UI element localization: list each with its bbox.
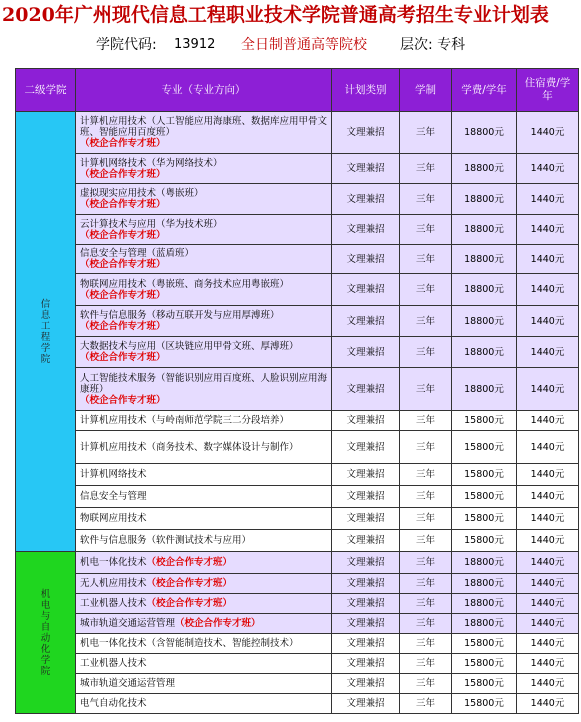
tuition-cell: 18800元 — [452, 614, 517, 634]
page-title: 2020年广州现代信息工程职业技术学院普通高考招生专业计划表 — [2, 4, 549, 26]
category-cell: 文理兼招 — [332, 594, 400, 614]
dorm-cell: 1440元 — [517, 411, 579, 431]
major-cell — [76, 368, 332, 411]
table-row — [16, 552, 579, 574]
years-cell: 三年 — [400, 614, 452, 634]
dorm-cell: 1440元 — [517, 486, 579, 508]
major-name: 计算机网络技术 — [80, 469, 147, 480]
major-name: 城市轨道交通运营管理 — [80, 678, 176, 689]
coop-class-note: （校企合作专才班） — [146, 557, 233, 568]
major-cell — [76, 614, 332, 634]
dorm-cell: 1440元 — [517, 112, 579, 154]
tuition-cell: 18800元 — [452, 552, 517, 574]
table-row — [16, 337, 579, 368]
category-cell: 文理兼招 — [332, 411, 400, 431]
dorm-cell: 1440元 — [517, 431, 579, 464]
table-row — [16, 654, 579, 674]
category-cell: 文理兼招 — [332, 694, 400, 714]
major-name: 软件与信息服务（移动互联开发与应用厚溥班） — [80, 310, 280, 321]
dorm-cell: 1440元 — [517, 184, 579, 215]
category-cell: 文理兼招 — [332, 674, 400, 694]
dorm-cell: 1440元 — [517, 464, 579, 486]
years-cell: 三年 — [400, 574, 452, 594]
years-cell: 三年 — [400, 552, 452, 574]
coop-class-note: （校企合作专才班） — [175, 618, 261, 629]
major-cell — [76, 464, 332, 486]
tuition-cell: 15800元 — [452, 486, 517, 508]
years-cell: 三年 — [400, 508, 452, 530]
major-name: 机电一体化技术 — [80, 557, 147, 568]
tuition-cell: 15800元 — [452, 530, 517, 552]
dorm-cell: 1440元 — [517, 634, 579, 654]
major-name: 物联网应用技术（粤嵌班、商务技术应用粤嵌班） — [80, 278, 290, 290]
major-cell — [76, 634, 332, 654]
header-college: 二级学院 — [16, 69, 76, 112]
dorm-cell: 1440元 — [517, 508, 579, 530]
table-row — [16, 594, 579, 614]
category-cell: 文理兼招 — [332, 634, 400, 654]
table-row — [16, 184, 579, 215]
tuition-cell: 15800元 — [452, 464, 517, 486]
major-cell — [76, 552, 332, 574]
major-cell — [76, 215, 332, 245]
years-cell: 三年 — [400, 411, 452, 431]
years-cell: 三年 — [400, 215, 452, 245]
years-cell: 三年 — [400, 274, 452, 306]
major-cell — [76, 184, 332, 215]
major-name: 城市轨道交通运营管理 — [80, 618, 176, 629]
major-cell — [76, 154, 332, 184]
college-name: 信息工程学院 — [40, 298, 51, 365]
major-cell — [76, 431, 332, 464]
major-name: 电气自动化技术 — [80, 698, 147, 709]
years-cell: 三年 — [400, 154, 452, 184]
years-cell: 三年 — [400, 634, 452, 654]
years-cell: 三年 — [400, 368, 452, 411]
table-body — [16, 112, 579, 714]
major-cell — [76, 486, 332, 508]
dorm-cell: 1440元 — [517, 215, 579, 245]
years-cell: 三年 — [400, 337, 452, 368]
table-row — [16, 306, 579, 337]
major-cell — [76, 411, 332, 431]
major-cell — [76, 508, 332, 530]
header-dorm: 住宿费/学年 — [517, 69, 579, 112]
coop-class-note: （校企合作专才班） — [80, 199, 166, 210]
table-row — [16, 245, 579, 274]
dorm-cell: 1440元 — [517, 574, 579, 594]
table-row — [16, 574, 579, 594]
major-cell — [76, 306, 332, 337]
category-cell: 文理兼招 — [332, 337, 400, 368]
years-cell: 三年 — [400, 306, 452, 337]
category-cell: 文理兼招 — [332, 245, 400, 274]
school-level: 层次: 专科 — [400, 37, 466, 53]
header-tuition: 学费/学年 — [452, 69, 517, 112]
dorm-cell: 1440元 — [517, 306, 579, 337]
dorm-cell: 1440元 — [517, 368, 579, 411]
major-cell — [76, 112, 332, 154]
coop-class-note: （校企合作专才班） — [80, 352, 166, 363]
category-cell: 文理兼招 — [332, 154, 400, 184]
tuition-cell: 15800元 — [452, 654, 517, 674]
coop-class-note: （校企合作专才班） — [80, 289, 166, 301]
major-cell — [76, 530, 332, 552]
dorm-cell: 1440元 — [517, 530, 579, 552]
major-name: 物联网应用技术 — [80, 513, 147, 524]
dorm-cell: 1440元 — [517, 552, 579, 574]
major-cell — [76, 594, 332, 614]
years-cell: 三年 — [400, 654, 452, 674]
coop-class-note: （校企合作专才班） — [80, 168, 166, 180]
category-cell: 文理兼招 — [332, 654, 400, 674]
tuition-cell: 18800元 — [452, 112, 517, 154]
major-name: 计算机应用技术（人工智能应用海康班、数据库应用甲骨文班、智能应用百度班） — [80, 116, 328, 138]
major-name: 计算机网络技术（华为网络技术） — [80, 157, 223, 169]
tuition-cell: 18800元 — [452, 215, 517, 245]
coop-class-note: （校企合作专才班） — [146, 578, 233, 589]
major-name: 计算机应用技术（商务技术、数字媒体设计与制作） — [80, 441, 299, 453]
enrollment-plan-table — [15, 68, 579, 714]
major-cell — [76, 245, 332, 274]
major-name: 工业机器人技术 — [80, 658, 147, 669]
major-name: 云计算技术与应用（华为技术班） — [80, 218, 223, 230]
major-name: 信息安全与管理（蓝盾班） — [80, 248, 195, 259]
category-cell: 文理兼招 — [332, 306, 400, 337]
major-cell — [76, 654, 332, 674]
major-cell — [76, 694, 332, 714]
tuition-cell: 18800元 — [452, 574, 517, 594]
college-name: 机电与自动化学院 — [40, 588, 51, 677]
dorm-cell: 1440元 — [517, 274, 579, 306]
tuition-cell: 15800元 — [452, 634, 517, 654]
table-row — [16, 530, 579, 552]
years-cell: 三年 — [400, 112, 452, 154]
category-cell: 文理兼招 — [332, 508, 400, 530]
major-name: 机电一体化技术（含智能制造技术、智能控制技术） — [80, 638, 299, 649]
major-name: 无人机应用技术 — [80, 578, 147, 589]
category-cell: 文理兼招 — [332, 574, 400, 594]
major-cell — [76, 574, 332, 594]
category-cell: 文理兼招 — [332, 464, 400, 486]
category-cell: 文理兼招 — [332, 530, 400, 552]
tuition-cell: 18800元 — [452, 594, 517, 614]
dorm-cell: 1440元 — [517, 694, 579, 714]
major-name: 工业机器人技术 — [80, 598, 147, 609]
category-cell: 文理兼招 — [332, 486, 400, 508]
tuition-cell: 15800元 — [452, 508, 517, 530]
coop-class-note: （校企合作专才班） — [146, 598, 233, 609]
years-cell: 三年 — [400, 694, 452, 714]
tuition-cell: 18800元 — [452, 154, 517, 184]
coop-class-note: （校企合作专才班） — [80, 321, 166, 332]
category-cell: 文理兼招 — [332, 552, 400, 574]
tuition-cell: 18800元 — [452, 245, 517, 274]
dorm-cell: 1440元 — [517, 674, 579, 694]
table-row — [16, 274, 579, 306]
dorm-cell: 1440元 — [517, 337, 579, 368]
school-code-value: 13912 — [174, 37, 216, 52]
coop-class-note: （校企合作专才班） — [80, 259, 166, 270]
major-name: 大数据技术与应用（区块链应用甲骨文班、厚溥班） — [80, 341, 299, 352]
major-cell — [76, 274, 332, 306]
years-cell: 三年 — [400, 464, 452, 486]
table-row — [16, 154, 579, 184]
dorm-cell: 1440元 — [517, 654, 579, 674]
tuition-cell: 18800元 — [452, 306, 517, 337]
dorm-cell: 1440元 — [517, 614, 579, 634]
table-row — [16, 411, 579, 431]
years-cell: 三年 — [400, 486, 452, 508]
years-cell: 三年 — [400, 594, 452, 614]
tuition-cell: 18800元 — [452, 337, 517, 368]
coop-class-note: （校企合作专才班） — [80, 229, 166, 241]
category-cell: 文理兼招 — [332, 184, 400, 215]
years-cell: 三年 — [400, 431, 452, 464]
tuition-cell: 15800元 — [452, 674, 517, 694]
college-name-cell — [16, 552, 76, 714]
table-row — [16, 634, 579, 654]
table-row — [16, 464, 579, 486]
table-row — [16, 431, 579, 464]
table-row — [16, 508, 579, 530]
major-cell — [76, 674, 332, 694]
category-cell: 文理兼招 — [332, 112, 400, 154]
years-cell: 三年 — [400, 674, 452, 694]
college-name-cell — [16, 112, 76, 552]
major-name: 人工智能技术服务（智能识别应用百度班、人脸识别应用海康班） — [80, 372, 328, 395]
header-years: 学制 — [400, 69, 452, 112]
dorm-cell: 1440元 — [517, 154, 579, 184]
category-cell: 文理兼招 — [332, 614, 400, 634]
category-cell: 文理兼招 — [332, 431, 400, 464]
table-row — [16, 614, 579, 634]
dorm-cell: 1440元 — [517, 594, 579, 614]
table-row — [16, 674, 579, 694]
tuition-cell: 18800元 — [452, 184, 517, 215]
table-row — [16, 368, 579, 411]
table-row — [16, 694, 579, 714]
dorm-cell: 1440元 — [517, 245, 579, 274]
major-name: 信息安全与管理 — [80, 491, 147, 502]
major-name: 软件与信息服务（软件测试技术与应用） — [80, 535, 252, 546]
major-name: 计算机应用技术（与岭南师范学院三二分段培养） — [80, 415, 290, 426]
tuition-cell: 18800元 — [452, 274, 517, 306]
header-category: 计划类别 — [332, 69, 400, 112]
years-cell: 三年 — [400, 530, 452, 552]
category-cell: 文理兼招 — [332, 215, 400, 245]
header-major: 专业（专业方向） — [76, 69, 332, 112]
table-row — [16, 112, 579, 154]
table-row — [16, 486, 579, 508]
table-header-row — [16, 69, 579, 112]
school-info — [0, 33, 581, 57]
category-cell: 文理兼招 — [332, 368, 400, 411]
school-code-label: 学院代码: — [96, 37, 157, 53]
coop-class-note: （校企合作专才班） — [80, 138, 166, 149]
coop-class-note: （校企合作专才班） — [80, 394, 166, 406]
tuition-cell: 18800元 — [452, 368, 517, 411]
tuition-cell: 15800元 — [452, 411, 517, 431]
table-row — [16, 215, 579, 245]
tuition-cell: 15800元 — [452, 694, 517, 714]
years-cell: 三年 — [400, 184, 452, 215]
major-name: 虚拟现实应用技术（粤嵌班） — [80, 188, 204, 199]
category-cell: 文理兼招 — [332, 274, 400, 306]
major-cell — [76, 337, 332, 368]
school-type: 全日制普通高等院校 — [241, 37, 367, 53]
years-cell: 三年 — [400, 245, 452, 274]
tuition-cell: 15800元 — [452, 431, 517, 464]
